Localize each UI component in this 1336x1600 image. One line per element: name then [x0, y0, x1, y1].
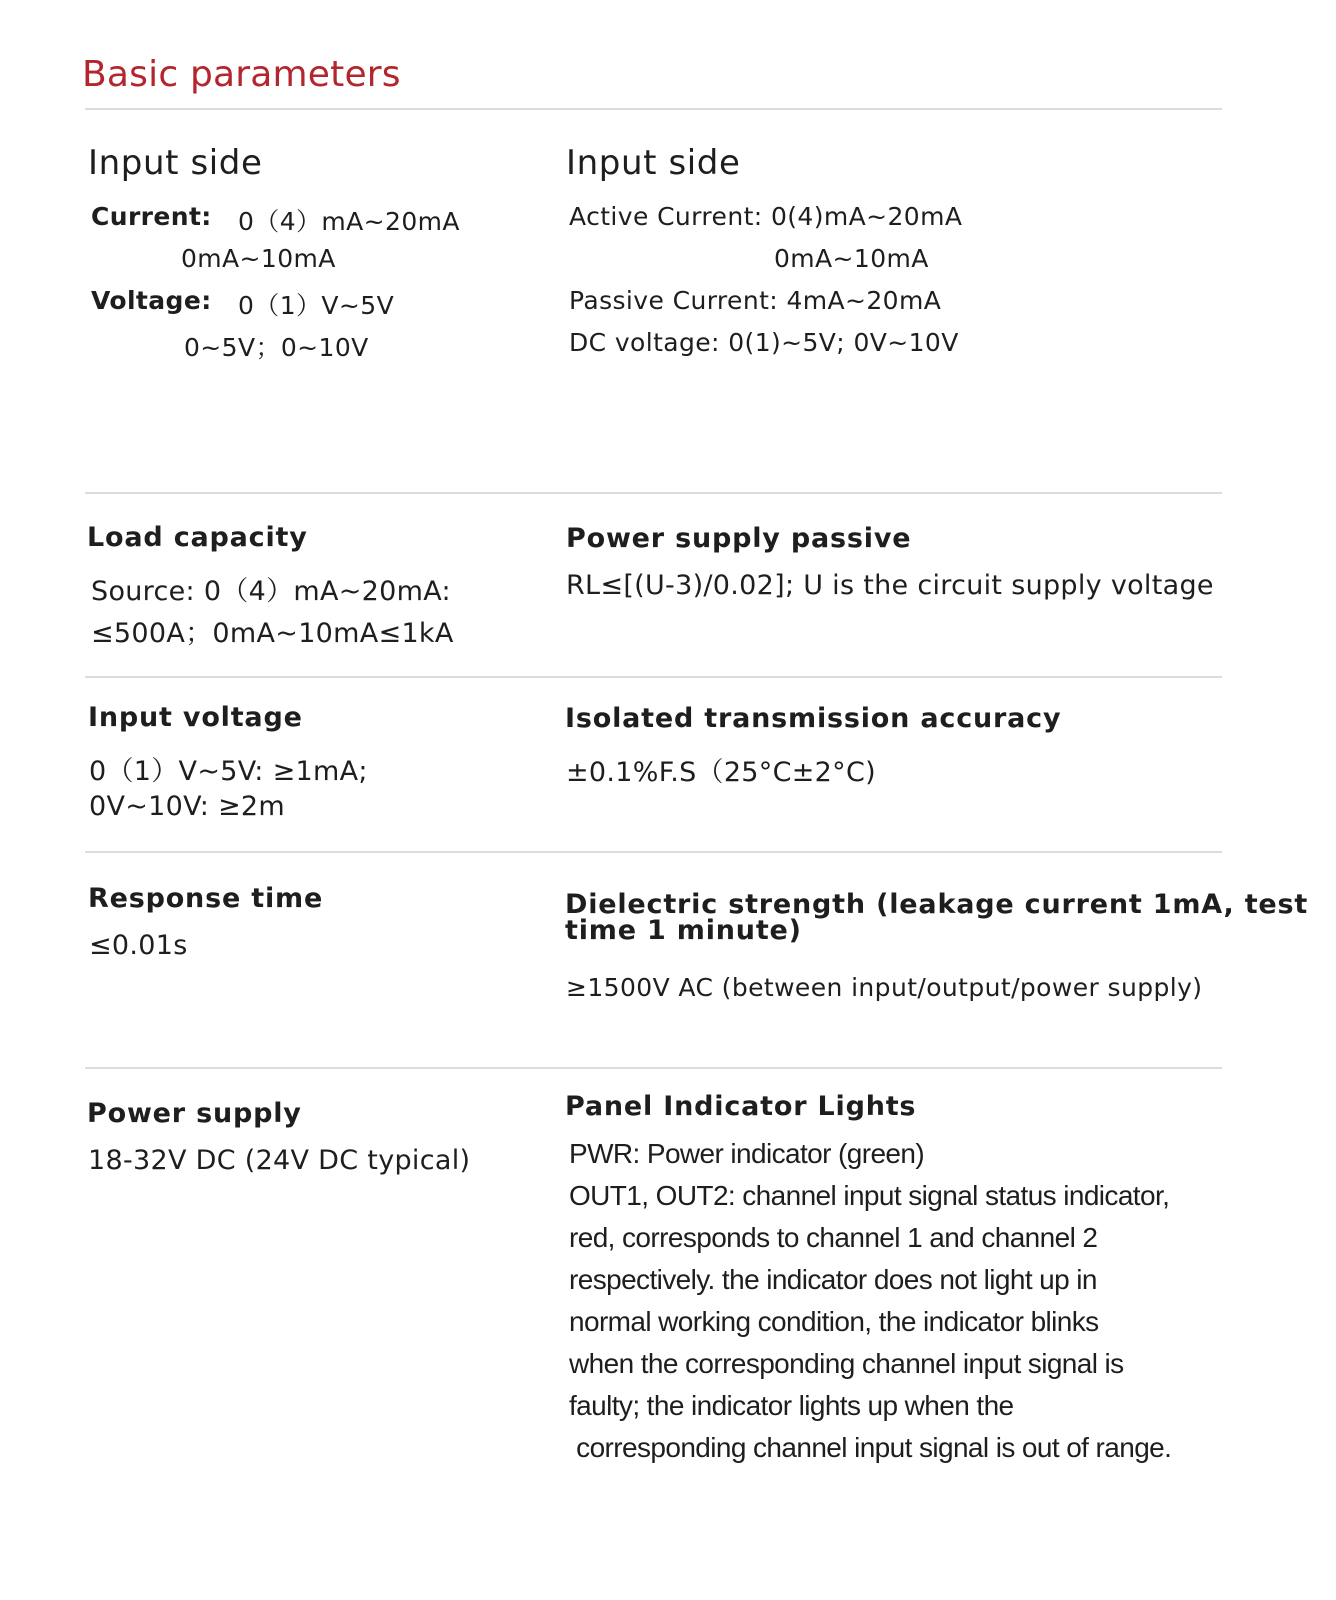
load-capacity-heading: Load capacity [87, 522, 308, 553]
panel-lights-line: OUT1, OUT2: channel input signal status indicator, [569, 1180, 1170, 1211]
divider [85, 1067, 1222, 1069]
panel-lights-heading: Panel Indicator Lights [565, 1091, 917, 1122]
dielectric-heading-line-1: Dielectric strength (leakage current 1mA, test [565, 889, 1309, 920]
power-supply-line: 18-32V DC (24V DC typical) [88, 1145, 471, 1176]
panel-lights-line: faulty; the indicator lights up when the [569, 1390, 1014, 1421]
input-voltage-line-1: 0（1）V~5V: ≥1mA; [89, 756, 368, 787]
current-label: Current: [91, 202, 212, 231]
accuracy-heading: Isolated transmission accuracy [565, 703, 1062, 734]
dielectric-line: ≥1500V AC (between input/output/power supply) [566, 973, 1203, 1002]
input-voltage-heading: Input voltage [88, 702, 303, 733]
response-time-heading: Response time [88, 883, 324, 914]
panel-lights-line: when the corresponding channel input signal is [569, 1348, 1124, 1379]
divider [85, 676, 1222, 678]
dielectric-heading-line-2: time 1 minute) [565, 915, 802, 946]
input-voltage-line-2: 0V~10V: ≥2m [89, 791, 285, 822]
current-value: 0（4）mA~20mA [238, 207, 460, 236]
power-supply-passive-line: RL≤[(U-3)/0.02]; U is the circuit supply voltage [566, 570, 1214, 601]
voltage-value-2: 0~5V；0~10V [184, 333, 369, 362]
dc-voltage-line: DC voltage: 0(1)~5V; 0V~10V [569, 328, 959, 357]
panel-lights-line: corresponding channel input signal is out of range. [569, 1432, 1172, 1463]
panel-lights-line: respectively. the indicator does not light up in [569, 1264, 1097, 1295]
voltage-value: 0（1）V~5V [238, 291, 395, 320]
panel-lights-line: normal working condition, the indicator blinks [569, 1306, 1099, 1337]
response-time-line: ≤0.01s [89, 930, 188, 961]
accuracy-line: ±0.1%F.S（25°C±2°C) [566, 757, 876, 788]
active-current-line: Active Current: 0(4)mA~20mA [569, 202, 963, 231]
power-supply-passive-heading: Power supply passive [566, 523, 912, 554]
input-right-heading: Input side [566, 143, 741, 183]
divider [85, 492, 1222, 494]
panel-lights-line: red, corresponds to channel 1 and channel 2 [569, 1222, 1098, 1253]
input-left-heading: Input side [88, 143, 263, 183]
divider [85, 851, 1222, 853]
load-capacity-line-2: ≤500A；0mA~10mA≤1kA [91, 618, 454, 649]
current-value-2: 0mA~10mA [181, 244, 336, 273]
active-current-line-2: 0mA~10mA [774, 244, 929, 273]
voltage-label: Voltage: [91, 286, 212, 315]
divider [85, 108, 1222, 110]
page-title: Basic parameters [82, 54, 401, 95]
power-supply-heading: Power supply [87, 1098, 302, 1129]
load-capacity-line-1: Source: 0（4）mA~20mA: [91, 576, 451, 607]
panel-lights-line: PWR: Power indicator (green) [569, 1138, 925, 1169]
passive-current-line: Passive Current: 4mA~20mA [569, 286, 942, 315]
